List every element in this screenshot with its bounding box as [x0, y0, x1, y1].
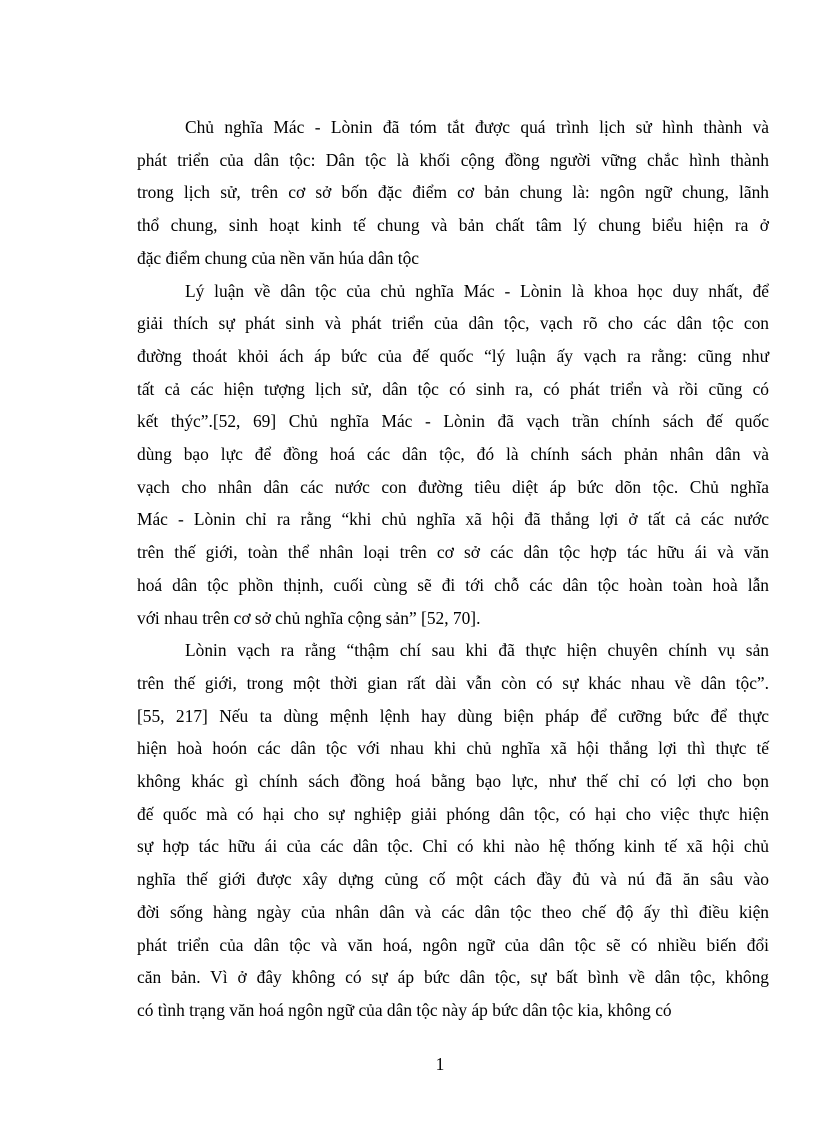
paragraph-2	[137, 275, 769, 635]
text-line: không khác gì chính sách đồng hoá bằng bạo lực, như thế chỉ có lợi cho bọn	[137, 771, 769, 792]
text-line: giải thích sự phát sinh và phát triển của dân tộc, vạch rõ cho các dân tộc con	[137, 313, 769, 334]
text-line: đường thoát khỏi ách áp bức của đế quốc “lý luận ấy vạch ra rằng: cũng như	[137, 345, 769, 366]
text-line: hiện hoà hoón các dân tộc với nhau khi chủ nghĩa xã hội thắng lợi thì thực tế	[137, 738, 769, 759]
text-line: Chủ nghĩa Mác - Lònin đã tóm tắt được quá trình lịch sử hình thành và	[185, 117, 769, 137]
text-line: trên thế giới, trong một thời gian rất dài vẫn còn có sự khác nhau về dân tộc”.	[137, 672, 769, 693]
text-line: trên thế giới, toàn thể nhân loại trên cơ sở các dân tộc hợp tác hữu ái và văn	[137, 542, 769, 563]
paragraph-1	[137, 111, 769, 275]
text-line: sự hợp tác hữu ái của các dân tộc. Chỉ có khi nào hệ thống kinh tế xã hội chủ	[137, 836, 769, 857]
text-line: đế quốc mà có hại cho sự nghiệp giải phóng dân tộc, có hại cho việc thực hiện	[137, 803, 769, 824]
text-line: tất cả các hiện tượng lịch sử, dân tộc có sinh ra, có phát triển và rồi cũng có	[137, 378, 769, 399]
text-line: phát triển của dân tộc: Dân tộc là khối cộng đồng người vững chắc hình thành	[137, 149, 769, 170]
body-text	[137, 111, 769, 1027]
text-line: vạch cho nhân dân các nước con đường tiêu diệt áp bức dõn tộc. Chủ nghĩa	[137, 476, 769, 497]
text-line: Lònin vạch ra rằng “thậm chí sau khi đã thực hiện chuyên chính vụ sản	[185, 640, 769, 661]
text-line: hoá dân tộc phồn thịnh, cuối cùng sẽ đi tới chỗ các dân tộc hoàn toàn hoà lẫn	[137, 574, 769, 595]
text-line: dùng bạo lực để đồng hoá các dân tộc, đó là chính sách phản nhân dân và	[137, 444, 769, 465]
page-number: 1	[435, 1054, 445, 1074]
text-line: [55, 217] Nếu ta dùng mệnh lệnh hay dùng biện pháp để cưỡng bức để thực	[137, 705, 769, 726]
text-line: với nhau trên cơ sở chủ nghĩa cộng sản” [52, 70].	[137, 607, 481, 628]
text-line: phát triển của dân tộc và văn hoá, ngôn ngữ của dân tộc sẽ có nhiều biến đổi	[137, 934, 769, 955]
text-line: đời sống hàng ngày của nhân dân và các dân tộc theo chế độ ấy thì điều kiện	[137, 901, 769, 922]
text-line: nghĩa thế giới được xây dựng củng cố một cách đầy đủ và nú đã ăn sâu vào	[137, 869, 769, 890]
text-line: kết thýc”.[52, 69] Chủ nghĩa Mác - Lònin đã vạch trần chính sách đế quốc	[137, 411, 769, 432]
text-line: Lý luận về dân tộc của chủ nghĩa Mác - Lònin là khoa học duy nhất, để	[185, 280, 769, 301]
text-line: có tình trạng văn hoá ngôn ngữ của dân tộc này áp bức dân tộc kia, không có	[137, 999, 672, 1020]
text-line: đặc điểm chung của nền văn húa dân tộc	[137, 247, 420, 268]
text-line: căn bản. Vì ở đây không có sự áp bức dân tộc, sự bất bình về dân tộc, không	[137, 967, 769, 988]
text-line: trong lịch sử, trên cơ sở bốn đặc điểm cơ bản chung là: ngôn ngữ chung, lãnh	[137, 182, 769, 203]
paragraph-3	[137, 634, 769, 1026]
text-line: thổ chung, sinh hoạt kinh tế chung và bản chất tâm lý chung biểu hiện ra ở	[137, 215, 769, 236]
text-line: Mác - Lònin chỉ ra rằng “khi chủ nghĩa xã hội đã thắng lợi ở tất cả các nước	[137, 509, 769, 530]
